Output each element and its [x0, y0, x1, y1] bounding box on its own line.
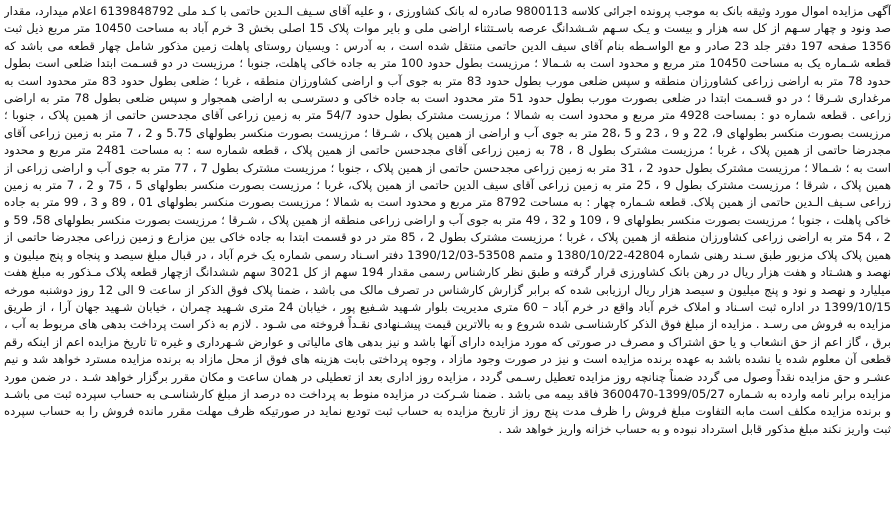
auction-notice	[4, 3, 891, 508]
notice-body-text: آگهی مزایده اموال مورد وثیقه بانک به موجب پرونده اجرائی کلاسه 9800113 صادره له بانک کشاورزی ، و علیه آقای سـیف الـدین حاتمی با کـد ملی 6139848792 اعلام میدارد، مقدار صد ونود و چهار سـهم از کل سه هزار و بیست و یـک سـهم شـشدانگ عرصه باسـتثناء اراضی ملی و بایر موات پلاک 15 اصلی بخش 3 خرم آباد به مساحت 10450 متر مربع ذیل ثبت 1356 صفحه 197 دفتر جلد 23 صادر و مع الواسـطه بنام آقای سیف الدین حاتمی منتقل شده است ، به آدرس : ویسیان روستای پاهلت زمین مذکور شامل چهار قطعه می باشد که قطعه شـماره یک به مساحت 10450 متر مربع و محدود است به شـمالا ؛ مرزیست بطول حدود 100 متر به جاده خاکی پاهلت، جنوبا ؛ مرزیست در دو قسـمت ابتدا ضلعی است بطول حدود 78 متر به اراضی زراعی کشاورزان منطقه و سپس ضلعی مورب بطول حدود 83 متر به جوی آب و اراضی کشاورزان منطقه ، غربا ؛ ضلعی بطول حدود 83 متر محدود است به مرغداری شـرقا ؛ در دو قسـمت ابتدا در ضلعی بصورت مورب بطول حدود 51 متر محدود است به جاده خاکی و دسترسـی به اراضی همجوار و سپس ضلعی بطول 78 متر به اراضی زراعی . قطعه شماره دو : بمساحت 4928 متر مربع و محدود است به شمالا ؛ مرزیست مشترک بطول حدود 54/7 متر به زمین زراعی آقای مجدحسن حاتمی از همین پلاک ، جنوبا ؛ مرزیست بصورت منکسر بطولهای 9، 22 و 9 ، 23 و 5 ،28 متر به جوی آب و اراضی از همین پلاک ، شـرقا ؛ مرزیست بصورت منکسر بطولهای 5.75 و 2 ، 7 متر به زمین زراعی آقای مجدرضا حاتمی از همین پلاک ، غربا ؛ مرزیست مشترک بطول 8 ، 78 به زمین زراعی آقای مجدحسن حاتمی از همین پلاک ، قطعه شماره سه : به مساحت 2481 متر مربع و محدود است به ؛ شـمالا ؛ مرزیست مشترک بطول حدود 2 ، 31 متر به زمین زراعی مجدحسن حاتمی از همین پلاک ، جنوبا ؛ مرزیست مشترک بطول 7 ، 77 متر به جوی آب و اراضی زراعی از همین پلاک ، شرقا ؛ مرزیست مشترک بطول 9 ، 25 متر به زمین زراعی آقای سیف الدین حاتمی از همین پلاک، غربا ؛ مرزیست بصورت منکسر بطولهای 5 ، 75 و 2 ، 7 متر به زمین زراعی سـیف الـدین حاتمی از همین پلاک. قطعه شـماره چهار : به مساحت 8792 متر مربع و محدود است به شمالا ؛ مرزیست بصورت منکسر بطولهای 01 ، 89 و 3 ، 99 متر به جاده خاکی پاهلت ، جنوبا ؛ مرزیست بصورت منکسر بطولهای 9 ، 109 و 32 ، 49 متر به جوی آب و اراضی زراعی منطقه از همین پلاک ، شـرقا ؛ مرزیست بصورت منکسر بطولهای 58، 59 و 2 ، 54 متر به اراضی زراعی کشاورزان منطقه از همین پلاک ، غربا ؛ مرزیست مشترک بطول 2 ، 85 متر در دو قسمت ابتدا به جاده خاکی بین مزارع و زمین زراعی مجدرضا حاتمی از همین پلاک پلاک مزبور طبق سـند رهنی شماره 42804-1380/10/22 و متمم 53508-1390/12/03 دفتر اسـناد رسمی شماره یک خرم آباد ، در قبال مبلغ سیصد و پنجاه و پنج میلیون و نهصد و هشـتاد و هفت هزار ریال در رهن بانک کشاورزی قرار گرفته و طبق نظر کارشناس رسمی مقدار 194 سهم از کل 3021 سهم ششدانگ ازچهار قطعه پلاک مـذکور به مبلغ هفت میلیارد و نهصد و نود و پنج میلیون و سیصد هزار ریال ارزیابی شده که برابر گزارش کارشناس در تصرف مالک می باشد ، ضمنا پلاک فوق الذکر از ساعت 9 الی 12 روز دوشنبه مورخه 1399/10/15 در اداره ثبت اسـناد و املاک خرم آباد واقع در خرم آباد – 60 متری مدیریت بلوار شـهید شـفیع پور ، خیابان 24 متری شـهید چمران ، خیابان شـهید جهان آرا ، از طریق مزایده به فروش می رسـد . مزایده از مبلغ فوق الذکر کارشناسـی شده شروع و به بالاترین قیمت پیشـنهادی نقـداً فروخته می شـود . لازم به ذکر است پرداخت بدهی های مربوط به آب ، برق ، گاز اعم از حق انشعاب و یا حق اشتراک و مصرف در صورتی که مورد مزایده دارای آنها باشد و نیز بدهی های مالیاتی و عوارض شـهرداری و غیره تا تاریخ مزایده اعم از اینکه رقم قطعی آن معلوم شده یا نشده باشد به عهده برنده مزایده است و نیز در صورت وجود مازاد ، وجوه پرداختی بابت هزینه های فوق از محل مازاد به برنده مزایده مسترد خواهد شد و نیم عشـر و حق مزایده نقداً وصول می گردد ضمناً چنانچه روز مزایده تعطیل رسـمی گردد ، مزایده روز اداری بعد از تعطیلی در همان ساعت و مکان مقرر برگزار خواهد شـد . در ضمن مورد مزایده برابر نامه وارده به شـماره 1399/05/27-3600470 فاقد بیمه می باشد . ضمنا شـرکت در مزایده منوط به پرداخت ده درصد از مبلغ کارشناسـی به حساب سپرده ثبت می باشـد و برنده مزایده مکلف است مابه التفاوت مبلغ فروش را ظرف مدت پنج روز از تاریخ مزایده به حساب ثبت تودیع نماید در صورتیکه ظرف مهلت مقرر مانده فروش را به حساب سپرده ثبت واریز نکند مبلغ مذکور قابل استرداد نبوده و به حساب خزانه واریز خواهد شد .	[4, 4, 891, 436]
